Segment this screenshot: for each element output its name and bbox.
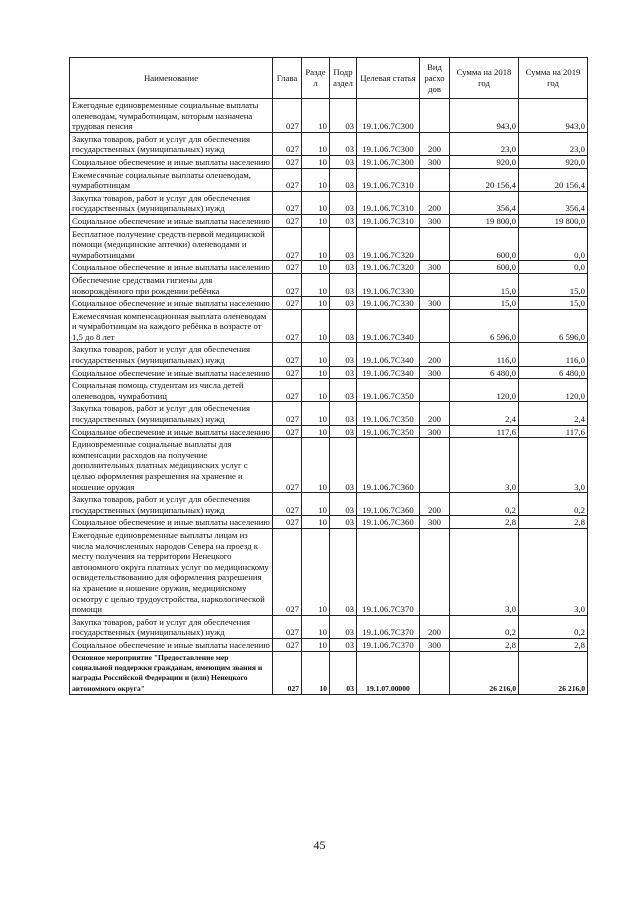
cell-podrazdel: 03 [330, 516, 357, 529]
cell-podrazdel: 03 [330, 651, 357, 695]
table-row [70, 651, 588, 695]
cell-name: Социальное обеспечение и иные выплаты населению [70, 638, 273, 651]
cell-name: Бесплатное получение средств первой медицинской помощи (медицинские аптечки) оленеводами и чумработницами [70, 227, 273, 261]
cell-glava: 027 [273, 366, 302, 379]
cell-razdel: 10 [302, 425, 330, 438]
cell-razdel: 10 [302, 638, 330, 651]
cell-vid: 300 [420, 297, 450, 310]
cell-podrazdel: 03 [330, 191, 357, 214]
cell-target: 19.1.06.7С310 [357, 191, 420, 214]
cell-glava: 027 [273, 638, 302, 651]
cell-vid: 300 [420, 366, 450, 379]
cell-vid: 200 [420, 615, 450, 638]
cell-razdel: 10 [302, 366, 330, 379]
cell-sum-2019: 943,0 [519, 99, 588, 133]
cell-razdel: 10 [302, 155, 330, 168]
cell-sum-2018: 15,0 [450, 273, 519, 296]
cell-sum-2019: 26 216,0 [519, 651, 588, 695]
cell-podrazdel: 03 [330, 438, 357, 493]
cell-sum-2018: 15,0 [450, 297, 519, 310]
cell-glava: 027 [273, 227, 302, 261]
cell-target: 19.1.06.7С340 [357, 343, 420, 366]
cell-vid: 300 [420, 214, 450, 227]
cell-podrazdel: 03 [330, 227, 357, 261]
table-row [70, 155, 588, 168]
cell-vid: 300 [420, 261, 450, 274]
cell-sum-2018: 19 800,0 [450, 214, 519, 227]
cell-target: 19.1.06.7С350 [357, 425, 420, 438]
cell-name: Ежемесячные социальные выплаты оленеводам, чумработницам [70, 168, 273, 191]
cell-podrazdel: 03 [330, 493, 357, 516]
cell-razdel: 10 [302, 528, 330, 615]
cell-name: Социальная помощь студентам из числа детей оленеводов, чумработниц [70, 379, 273, 402]
cell-sum-2018: 6 596,0 [450, 309, 519, 343]
cell-vid [420, 273, 450, 296]
cell-glava: 027 [273, 297, 302, 310]
cell-name: Закупка товаров, работ и услуг для обеспечения государственных (муниципальных) нужд [70, 402, 273, 425]
cell-target: 19.1.06.7С320 [357, 261, 420, 274]
table-row [70, 402, 588, 425]
table-row [70, 638, 588, 651]
cell-name: Закупка товаров, работ и услуг для обеспечения государственных (муниципальных) нужд [70, 132, 273, 155]
header-sum-2019: Сумма на 2019 год [519, 58, 588, 99]
cell-sum-2018: 920,0 [450, 155, 519, 168]
cell-target: 19.1.06.7С370 [357, 638, 420, 651]
cell-sum-2019: 3,0 [519, 528, 588, 615]
cell-sum-2019: 6 596,0 [519, 309, 588, 343]
cell-glava: 027 [273, 493, 302, 516]
cell-name: Социальное обеспечение и иные выплаты населению [70, 366, 273, 379]
table-row [70, 168, 588, 191]
cell-podrazdel: 03 [330, 425, 357, 438]
cell-glava: 027 [273, 425, 302, 438]
cell-name: Ежемесячная компенсационная выплата оленеводам и чумработницам на каждого ребёнка в возрасте от 1,5 до 8 лет [70, 309, 273, 343]
cell-sum-2019: 2,4 [519, 402, 588, 425]
cell-razdel: 10 [302, 273, 330, 296]
cell-razdel: 10 [302, 651, 330, 695]
budget-table [69, 57, 588, 695]
table-row [70, 438, 588, 493]
cell-sum-2018: 600,0 [450, 261, 519, 274]
cell-glava: 027 [273, 168, 302, 191]
table-row [70, 493, 588, 516]
header-vid: Вид расхо дов [420, 58, 450, 99]
cell-glava: 027 [273, 214, 302, 227]
cell-target: 19.1.06.7С350 [357, 379, 420, 402]
table-row [70, 261, 588, 274]
cell-sum-2018: 600,0 [450, 227, 519, 261]
cell-name: Социальное обеспечение и иные выплаты населению [70, 155, 273, 168]
cell-sum-2018: 23,0 [450, 132, 519, 155]
cell-glava: 027 [273, 99, 302, 133]
cell-vid: 200 [420, 191, 450, 214]
cell-target: 19.1.06.7С360 [357, 493, 420, 516]
cell-glava: 027 [273, 155, 302, 168]
cell-target: 19.1.06.7С360 [357, 438, 420, 493]
cell-glava: 027 [273, 379, 302, 402]
cell-sum-2019: 116,0 [519, 343, 588, 366]
cell-sum-2019: 3,0 [519, 438, 588, 493]
cell-sum-2019: 920,0 [519, 155, 588, 168]
cell-vid: 200 [420, 132, 450, 155]
cell-podrazdel: 03 [330, 99, 357, 133]
cell-podrazdel: 03 [330, 528, 357, 615]
cell-glava: 027 [273, 309, 302, 343]
cell-sum-2019: 356,4 [519, 191, 588, 214]
cell-sum-2018: 0,2 [450, 493, 519, 516]
cell-sum-2018: 3,0 [450, 528, 519, 615]
cell-glava: 027 [273, 191, 302, 214]
cell-podrazdel: 03 [330, 379, 357, 402]
cell-sum-2018: 943,0 [450, 99, 519, 133]
cell-vid [420, 168, 450, 191]
cell-glava: 027 [273, 438, 302, 493]
header-target: Целевая статья [357, 58, 420, 99]
cell-vid [420, 651, 450, 695]
cell-name: Социальное обеспечение и иные выплаты населению [70, 261, 273, 274]
cell-razdel: 10 [302, 227, 330, 261]
header-podrazdel: Подр аздел [330, 58, 357, 99]
cell-target: 19.1.06.7С300 [357, 155, 420, 168]
table-row [70, 132, 588, 155]
cell-podrazdel: 03 [330, 297, 357, 310]
cell-name: Обеспечение средствами гигиены для новорождённого при рождении ребёнка [70, 273, 273, 296]
cell-target: 19.1.06.7С300 [357, 99, 420, 133]
cell-name: Социальное обеспечение и иные выплаты населению [70, 425, 273, 438]
cell-vid: 300 [420, 425, 450, 438]
cell-razdel: 10 [302, 168, 330, 191]
cell-target: 19.1.06.7С340 [357, 366, 420, 379]
cell-sum-2018: 0,2 [450, 615, 519, 638]
cell-razdel: 10 [302, 191, 330, 214]
cell-name: Закупка товаров, работ и услуг для обеспечения государственных (муниципальных) нужд [70, 493, 273, 516]
cell-podrazdel: 03 [330, 615, 357, 638]
cell-sum-2018: 20 156,4 [450, 168, 519, 191]
cell-glava: 027 [273, 528, 302, 615]
cell-name: Ежегодные единовременные выплаты лицам из числа малочисленных народов Севера на проезд к месту получения на территории Ненецкого автономного округа платных услуг по медицинскому освидетельствованию для оформления разрешения на хранение и ношение оружия, медицинскому осмотру с целью трудоустройства, наркологической помощи [70, 528, 273, 615]
cell-vid: 200 [420, 493, 450, 516]
cell-target: 19.1.06.7С370 [357, 615, 420, 638]
cell-sum-2019: 20 156,4 [519, 168, 588, 191]
cell-vid: 200 [420, 402, 450, 425]
cell-sum-2019: 0,2 [519, 615, 588, 638]
cell-sum-2019: 117,6 [519, 425, 588, 438]
cell-vid [420, 309, 450, 343]
cell-sum-2018: 2,4 [450, 402, 519, 425]
cell-vid [420, 99, 450, 133]
cell-sum-2019: 2,8 [519, 638, 588, 651]
cell-name: Основное мероприятие "Предоставление мер социальной поддержки гражданам, имеющим звания и награды Российской Федерации и (или) Ненецкого автономного округа" [70, 651, 273, 695]
cell-sum-2018: 120,0 [450, 379, 519, 402]
cell-target: 19.1.06.7С310 [357, 168, 420, 191]
cell-vid: 300 [420, 516, 450, 529]
cell-name: Закупка товаров, работ и услуг для обеспечения государственных (муниципальных) нужд [70, 615, 273, 638]
cell-sum-2018: 117,6 [450, 425, 519, 438]
table-row [70, 309, 588, 343]
cell-razdel: 10 [302, 402, 330, 425]
table-row [70, 528, 588, 615]
header-name: Наименование [70, 58, 273, 99]
table-body [70, 99, 588, 695]
table-row [70, 366, 588, 379]
table-row [70, 379, 588, 402]
cell-target: 19.1.06.7С320 [357, 227, 420, 261]
table-row [70, 227, 588, 261]
cell-sum-2019: 19 800,0 [519, 214, 588, 227]
cell-podrazdel: 03 [330, 366, 357, 379]
table-row [70, 615, 588, 638]
cell-podrazdel: 03 [330, 273, 357, 296]
cell-target: 19.1.06.7С330 [357, 273, 420, 296]
cell-podrazdel: 03 [330, 261, 357, 274]
cell-sum-2018: 3,0 [450, 438, 519, 493]
cell-razdel: 10 [302, 261, 330, 274]
cell-sum-2019: 15,0 [519, 273, 588, 296]
table-row [70, 191, 588, 214]
table-row [70, 214, 588, 227]
cell-razdel: 10 [302, 343, 330, 366]
cell-target: 19.1.06.7С310 [357, 214, 420, 227]
cell-name: Социальное обеспечение и иные выплаты населению [70, 297, 273, 310]
cell-podrazdel: 03 [330, 638, 357, 651]
cell-glava: 027 [273, 651, 302, 695]
cell-name: Закупка товаров, работ и услуг для обеспечения государственных (муниципальных) нужд [70, 191, 273, 214]
cell-glava: 027 [273, 402, 302, 425]
cell-vid: 300 [420, 638, 450, 651]
cell-glava: 027 [273, 615, 302, 638]
cell-sum-2018: 26 216,0 [450, 651, 519, 695]
cell-razdel: 10 [302, 132, 330, 155]
cell-sum-2018: 2,8 [450, 516, 519, 529]
cell-target: 19.1.06.7С360 [357, 516, 420, 529]
cell-vid [420, 379, 450, 402]
cell-target: 19.1.06.7С300 [357, 132, 420, 155]
table-row [70, 425, 588, 438]
cell-sum-2018: 2,8 [450, 638, 519, 651]
cell-podrazdel: 03 [330, 168, 357, 191]
cell-razdel: 10 [302, 438, 330, 493]
cell-podrazdel: 03 [330, 343, 357, 366]
cell-name: Закупка товаров, работ и услуг для обеспечения государственных (муниципальных) нужд [70, 343, 273, 366]
cell-razdel: 10 [302, 99, 330, 133]
cell-podrazdel: 03 [330, 214, 357, 227]
page-number: 45 [313, 838, 326, 852]
cell-sum-2019: 0,0 [519, 261, 588, 274]
cell-glava: 027 [273, 261, 302, 274]
cell-name: Ежегодные единовременные социальные выплаты оленеводам, чумработницам, которым назначена трудовая пенсия [70, 99, 273, 133]
table-row [70, 516, 588, 529]
cell-podrazdel: 03 [330, 155, 357, 168]
table-row [70, 99, 588, 133]
cell-razdel: 10 [302, 297, 330, 310]
cell-vid [420, 528, 450, 615]
cell-sum-2019: 120,0 [519, 379, 588, 402]
cell-glava: 027 [273, 516, 302, 529]
cell-name: Единовременные социальные выплаты для компенсации расходов на получение дополнительных платных медицинских услуг с целью оформления разрешения на хранение и ношение оружия [70, 438, 273, 493]
cell-sum-2019: 6 480,0 [519, 366, 588, 379]
cell-glava: 027 [273, 343, 302, 366]
header-razdel: Разде л [302, 58, 330, 99]
table-row [70, 343, 588, 366]
cell-target: 19.1.06.7С350 [357, 402, 420, 425]
cell-podrazdel: 03 [330, 309, 357, 343]
cell-target: 19.1.07.00000 [357, 651, 420, 695]
cell-sum-2019: 15,0 [519, 297, 588, 310]
cell-sum-2019: 0,0 [519, 227, 588, 261]
cell-razdel: 10 [302, 379, 330, 402]
cell-sum-2018: 6 480,0 [450, 366, 519, 379]
cell-target: 19.1.06.7С330 [357, 297, 420, 310]
cell-vid: 200 [420, 343, 450, 366]
header-sum-2018: Сумма на 2018 год [450, 58, 519, 99]
cell-sum-2019: 2,8 [519, 516, 588, 529]
table-row [70, 297, 588, 310]
table-row [70, 273, 588, 296]
cell-vid [420, 438, 450, 493]
cell-razdel: 10 [302, 615, 330, 638]
cell-razdel: 10 [302, 493, 330, 516]
cell-podrazdel: 03 [330, 132, 357, 155]
header-glava: Глава [273, 58, 302, 99]
cell-target: 19.1.06.7С340 [357, 309, 420, 343]
cell-razdel: 10 [302, 516, 330, 529]
cell-razdel: 10 [302, 309, 330, 343]
table-header-row [70, 58, 588, 99]
cell-name: Социальное обеспечение и иные выплаты населению [70, 516, 273, 529]
cell-sum-2018: 116,0 [450, 343, 519, 366]
cell-sum-2018: 356,4 [450, 191, 519, 214]
cell-vid: 300 [420, 155, 450, 168]
cell-sum-2019: 23,0 [519, 132, 588, 155]
cell-glava: 027 [273, 132, 302, 155]
cell-vid [420, 227, 450, 261]
cell-podrazdel: 03 [330, 402, 357, 425]
cell-target: 19.1.06.7С370 [357, 528, 420, 615]
cell-name: Социальное обеспечение и иные выплаты населению [70, 214, 273, 227]
cell-razdel: 10 [302, 214, 330, 227]
cell-sum-2019: 0,2 [519, 493, 588, 516]
cell-glava: 027 [273, 273, 302, 296]
